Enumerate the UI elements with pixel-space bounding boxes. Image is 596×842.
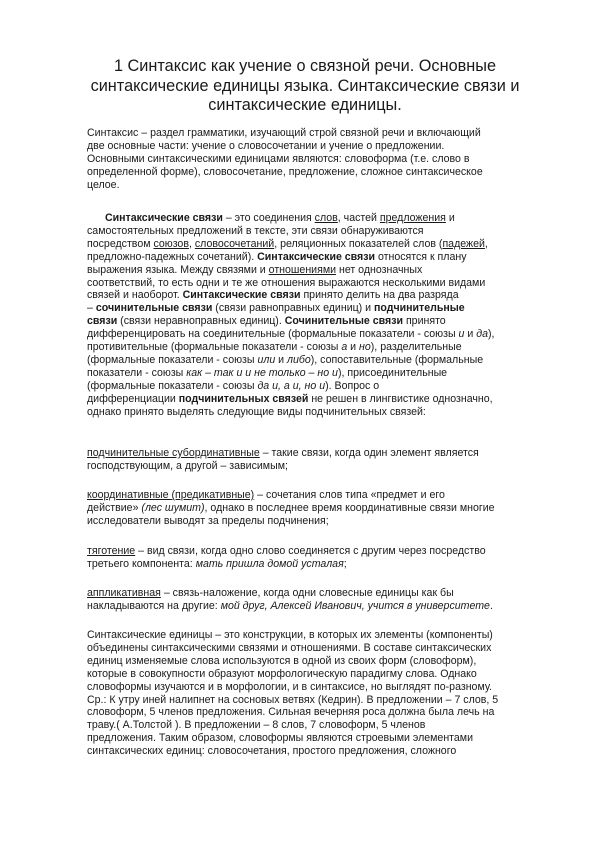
paragraph-applicative (87, 587, 547, 613)
text-fragment: принято (403, 315, 446, 328)
text-line (87, 367, 547, 380)
example: мой друг, Алексей Иванович, учится в университете (220, 599, 490, 612)
text-line (87, 545, 547, 558)
example: но (359, 341, 371, 354)
text-fragment: действие» (87, 501, 142, 514)
text-line (87, 502, 547, 515)
text-fragment: – это соединения (222, 212, 315, 224)
link-term: слов (314, 212, 338, 224)
text-fragment: не решен в лингвистике однозначно, (308, 392, 493, 405)
text-fragment: накладываются на другие: (87, 599, 221, 612)
example: а (341, 341, 348, 354)
paragraph-intro (87, 127, 547, 192)
text-fragment: , (188, 237, 195, 250)
text-line: объединены синтаксическими связями и отношениями. В составе синтаксических (87, 641, 492, 654)
paragraph-subordinative (87, 447, 547, 473)
text-line (87, 393, 547, 406)
link-term: отношениями (268, 263, 337, 276)
link-term: тяготение (87, 545, 136, 557)
text-line: предложения. Таким образом, словоформы являются строевыми элементами (87, 732, 473, 745)
text-line: словоформы изучаются и в морфологии, и в синтаксисе, но выглядят по-разному. (87, 680, 493, 693)
text-line: соответствий, то есть одни и те же отношения выражаются несколькими видами (87, 276, 486, 289)
paragraph-syntactic-units (87, 629, 547, 758)
text-line (87, 315, 547, 328)
text-fragment: ), (488, 328, 495, 341)
text-fragment: , реляционных показателей слов ( (274, 237, 443, 250)
text-line: которые в совокупности образуют морфологическую парадигму слова. Однако (87, 667, 477, 680)
link-term: падежей (442, 237, 485, 250)
example: мать пришла домой усталая (195, 557, 344, 570)
text-fragment: и (347, 341, 360, 354)
title-line: 1 Синтаксис как учение о связной речи. Основные (113, 57, 497, 75)
text-fragment: нет однозначных (336, 263, 423, 276)
text-line (87, 558, 547, 571)
example: как – так и и не только – но и (186, 366, 338, 379)
text-fragment: , однако в последнее время координативные связи многие (204, 501, 495, 514)
text-fragment: ). Вопрос о (325, 379, 380, 392)
text-fragment: (формальные показатели - союзы (87, 379, 258, 392)
text-line (87, 489, 547, 502)
text-line (87, 600, 547, 613)
text-fragment: и (445, 212, 455, 224)
text-fragment: дифференциации (87, 392, 179, 405)
text-fragment: посредством (87, 237, 154, 250)
example: (лес шумит) (141, 501, 205, 514)
term: сочинительные связи (95, 302, 213, 315)
text-fragment: и (275, 353, 288, 366)
link-term: подчинительные субординативные (87, 447, 260, 459)
text-line (87, 302, 547, 315)
text-line (87, 251, 547, 264)
text-line: однако принято выделять следующие виды подчинительных связей: (87, 405, 426, 418)
text-line (87, 587, 547, 600)
link-term: предложения (379, 212, 446, 224)
title-line: синтаксические единицы. (208, 96, 402, 114)
term: подчинительные (374, 302, 465, 315)
text-fragment: ), разделительные (370, 341, 462, 354)
text-line (87, 354, 547, 367)
text-line: траву.( А.Толстой ). В предложении – 8 слов, 7 словоформ, 5 членов (87, 719, 426, 732)
text-line (87, 264, 547, 277)
text-fragment: относятся к плану (375, 250, 467, 263)
link-term: аппликативная (87, 587, 161, 599)
text-line: господствующим, а другой – зависимым; (87, 459, 288, 472)
example: да (476, 328, 489, 341)
text-fragment: , частей (337, 212, 380, 224)
text-line: исследователи выводят за пределы подчинения; (87, 514, 329, 527)
paragraph-syntactic-links (87, 212, 547, 419)
page-title (90, 57, 520, 116)
text-fragment: – сочетания слов типа «предмет и его (254, 489, 445, 501)
text-line (87, 289, 547, 302)
text-fragment: предложно-падежных сочетаний). (87, 250, 258, 263)
text-line: две основные части: учение о словосочетании и учение о предложении. (87, 139, 445, 152)
title-line: синтаксические единицы языка. Синтаксические связи и (90, 76, 520, 95)
text-fragment: – связь-наложение, когда одни словесные единицы как бы (160, 587, 454, 599)
text-line (87, 328, 547, 341)
example: и (458, 328, 465, 341)
link-term: словосочетаний (194, 237, 275, 250)
text-fragment: – вид связи, когда одно слово соединяется с другим через посредство (135, 545, 486, 557)
text-fragment: третьего компонента: (87, 557, 196, 570)
text-fragment: ), сопоставительные (формальные (310, 353, 484, 366)
term: Синтаксические связи (182, 289, 301, 302)
term: подчинительных связей (178, 392, 309, 405)
text-fragment: . (489, 599, 493, 612)
text-line: словоформ, 5 членов предложения. Сильная вечерняя роса должна была лечь на (87, 706, 495, 719)
text-fragment: противительные (формальные показатели - союзы (87, 341, 342, 354)
text-fragment: – (87, 302, 96, 315)
text-line: Синтаксические единицы – это конструкции, в которых их элементы (компоненты) (87, 629, 493, 641)
text-fragment: ), присоединительные (337, 366, 448, 379)
text-line (87, 447, 547, 460)
text-fragment: показатели - союзы (87, 366, 187, 379)
text-line (87, 380, 547, 393)
text-line: синтаксических единиц: словосочетания, простого предложения, сложного (87, 745, 457, 758)
text-fragment: ; (343, 557, 347, 570)
text-fragment: выражения языка. Между связями и (87, 263, 269, 276)
text-line: определенной форме), словосочетание, предложение, сложное синтаксическое (87, 165, 483, 178)
term: связи (87, 315, 118, 328)
text-line: Ср.: К утру иней налипнет на сосновых ветвях (Кедрин). В предложении – 7 слов, 5 (87, 693, 499, 706)
text-line: самостоятельных предложений в тексте, эти связи обнаруживаются (87, 224, 424, 237)
term: Сочинительные связи (284, 315, 403, 328)
text-fragment: дифференцировать на соединительные (формальные показатели - союзы (87, 328, 459, 341)
text-line (87, 238, 547, 251)
text-line (87, 341, 547, 354)
text-fragment: (связи неравноправных единиц). (117, 315, 285, 328)
text-line: целое. (87, 178, 120, 191)
text-fragment: принято делить на два разряда (300, 289, 459, 302)
paragraph-coordinative (87, 489, 547, 528)
text-line: Основными синтаксическими единицами являются: словоформа (т.е. слово в (87, 152, 470, 165)
link-term: координативные (предикативные) (87, 489, 255, 501)
example: или (257, 353, 276, 366)
text-line: единиц изменяемые слова используются в одной из своих форм (словоформ), (87, 654, 477, 667)
text-fragment: (формальные показатели - союзы (87, 353, 258, 366)
text-fragment: – такие связи, когда один элемент является (259, 447, 479, 459)
example: да и, а и, но и (257, 379, 326, 392)
text-fragment: , (484, 237, 488, 250)
term: Синтаксические связи (257, 250, 376, 263)
text-fragment: и (464, 328, 477, 341)
text-fragment: связей и наоборот. (87, 289, 183, 302)
text-line (87, 212, 547, 225)
example: либо (287, 353, 311, 366)
paragraph-attraction (87, 545, 547, 571)
text-fragment: (связи равноправных единиц) и (212, 302, 375, 315)
link-term: союзов (153, 237, 189, 250)
text-line: Синтаксис – раздел грамматики, изучающий строй связной речи и включающий (87, 127, 481, 139)
term: Синтаксические связи (105, 212, 223, 224)
